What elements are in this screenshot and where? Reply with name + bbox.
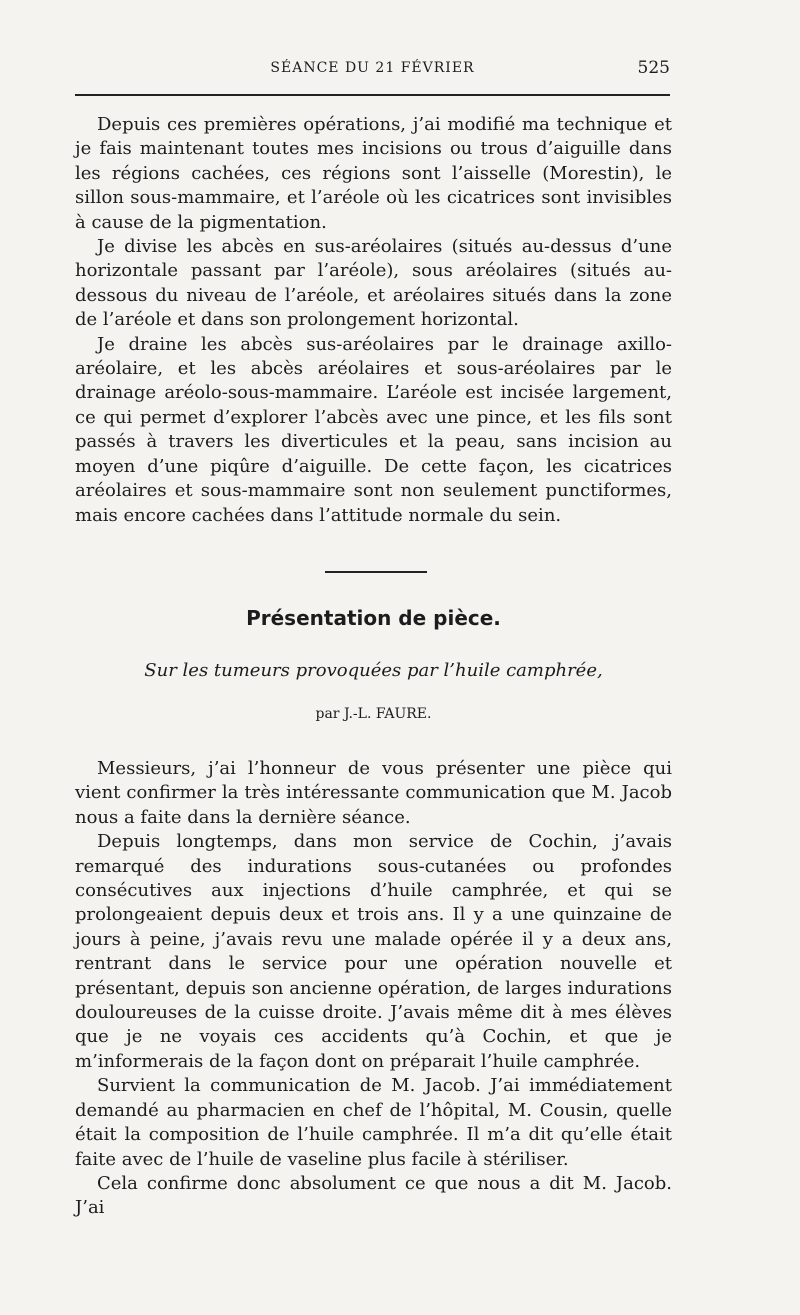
- running-title: SÉANCE DU 21 FÉVRIER: [270, 60, 475, 76]
- paragraph: Depuis longtemps, dans mon service de Cochin, j’avais remarqué des indurations sous-cutanées ou profondes consécutives aux injections d’huile camphrée, et qui se prolongeaient depuis deux et trois ans. Il y a une quinzaine de jours à peine, j’avais revu une malade opérée il y a deux ans, rentrant dans le service pour une opération nouvelle et présentant, depuis son ancienne opération, de larges indurations douloureuses de la cuisse droite. J’avais même dit à mes élèves que je ne voyais ces accidents qu’à Cochin, et que je m’informerais de la façon dont on préparait l’huile camphrée.: [75, 831, 672, 1072]
- header-rule: [75, 94, 670, 96]
- section-heading: Présentation de pièce.: [246, 606, 501, 630]
- page-number: 525: [637, 58, 670, 78]
- section-divider: [325, 571, 427, 573]
- author-byline: par J.-L. FAURE.: [315, 706, 432, 722]
- section-2-text: [75, 757, 672, 1221]
- paragraph: Je divise les abcès en sus-aréolaires (situés au-dessus d’une horizontale passant par l’aréole), sous aréolaires (situés au-dessous du niveau de l’aréole, et aréolaires situés dans la zone de l’aréole et dans son prolongement horizontal.: [75, 236, 672, 331]
- paragraph: Depuis ces premières opérations, j’ai modifié ma technique et je fais maintenant toutes mes incisions ou trous d’aiguille dans les régions cachées, ces régions sont l’aisselle (Morestin), le sillon sous-mammaire, et l’aréole où les cicatrices sont invisibles à cause de la pigmentation.: [75, 114, 672, 233]
- section-1-text: [75, 113, 672, 528]
- running-header: [75, 52, 670, 82]
- paragraph: Je draine les abcès sus-aréolaires par le drainage axillo-aréolaire, et les abcès aréolaires et sous-aréolaires par le drainage aréolo-sous-mammaire. L’aréole est incisée largement, ce qui permet d’explorer l’abcès avec une pince, et les fils sont passés à travers les diverticules et la peau, sans incision au moyen d’une piqûre d’aiguille. De cette façon, les cicatrices aréolaires et sous-mammaire sont non seulement punctiformes, mais encore cachées dans l’attitude normale du sein.: [75, 333, 672, 526]
- section-subtitle: Sur les tumeurs provoquées par l’huile camphrée,: [144, 660, 603, 681]
- paragraph: Survient la communication de M. Jacob. J’ai immédiatement demandé au pharmacien en chef de l’hôpital, M. Cousin, quelle était la composition de l’huile camphrée. Il m’a dit qu’elle était faite avec de l’huile de vaseline plus facile à stériliser.: [75, 1075, 672, 1170]
- paragraph: Messieurs, j’ai l’honneur de vous présenter une pièce qui vient confirmer la très intéressante communication que M. Jacob nous a faite dans la dernière séance.: [75, 758, 672, 828]
- paragraph: Cela confirme donc absolument ce que nous a dit M. Jacob. J’ai: [75, 1172, 672, 1219]
